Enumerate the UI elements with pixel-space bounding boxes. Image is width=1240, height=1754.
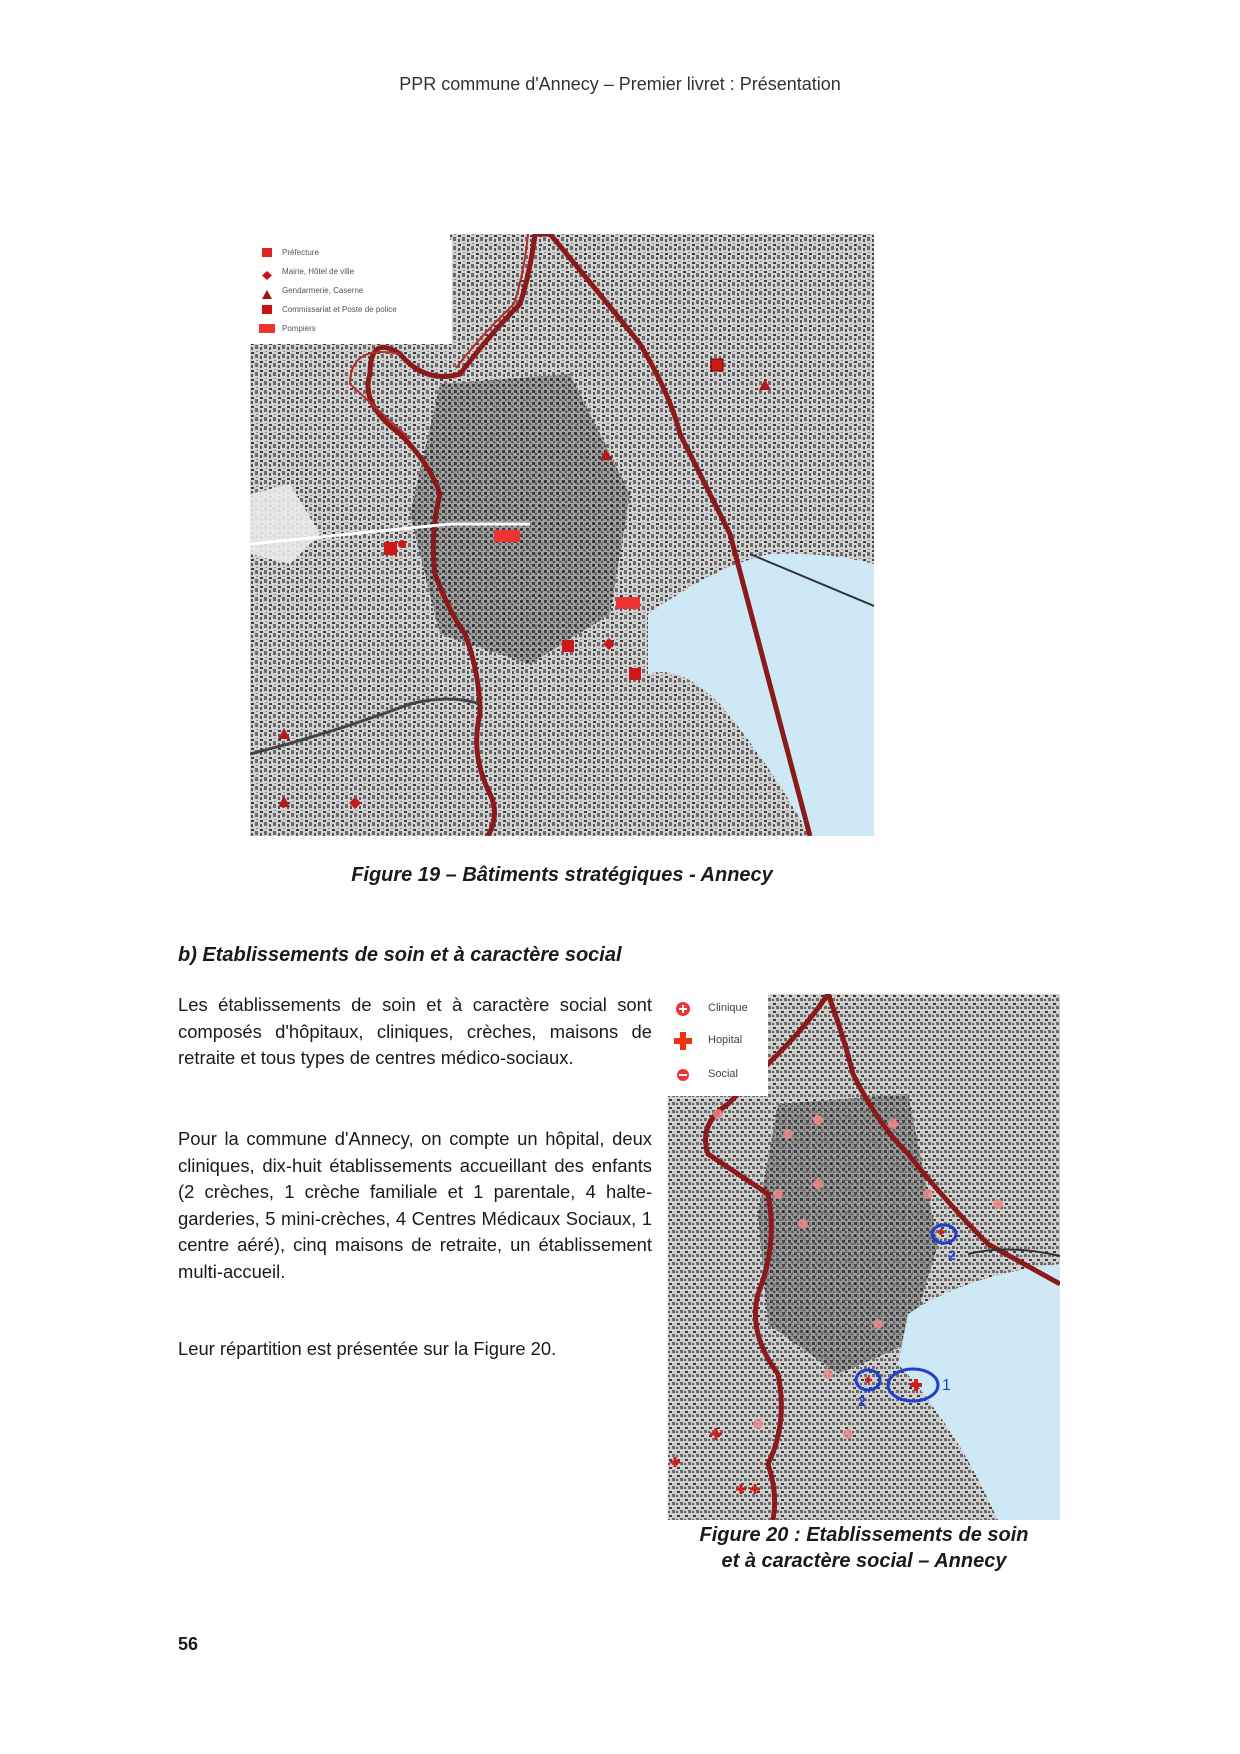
figure20-caption [668, 1522, 1060, 1574]
figure20-legend [668, 994, 768, 1096]
figure19-legend [256, 240, 452, 344]
town-hall-marker [398, 540, 406, 548]
social-marker [873, 1319, 883, 1329]
social-icon [672, 1064, 694, 1086]
police-marker [562, 640, 574, 652]
figure19-caption: Figure 19 – Bâtiments stratégiques - Annecy [351, 864, 773, 886]
police-marker [711, 359, 723, 371]
legend-item: Pompiers [282, 324, 316, 333]
legend-item: Social [708, 1068, 738, 1080]
social-marker [888, 1119, 898, 1129]
figure20-caption-line: et à caractère social – Annecy [721, 1550, 1007, 1572]
paragraph: Leur répartition est présentée sur la Figure 20. [178, 1338, 557, 1359]
police-station-icon [262, 305, 272, 314]
social-marker [798, 1219, 808, 1229]
social-marker [993, 1199, 1003, 1209]
social-marker [843, 1429, 853, 1439]
social-marker [823, 1369, 833, 1379]
page-number: 56 [178, 1634, 199, 1654]
prefecture-marker [494, 530, 520, 542]
gendarmerie-icon [262, 286, 272, 295]
legend-item: Mairie, Hôtel de ville [282, 267, 355, 276]
legend-item: Clinique [708, 1002, 748, 1014]
legend-item: Commissariat et Poste de police [282, 305, 397, 314]
social-marker [813, 1179, 823, 1189]
section-heading: b) Etablissements de soin et à caractère social [178, 944, 622, 966]
legend-item: Préfecture [282, 248, 319, 257]
map-marker-label: 1 [942, 1377, 951, 1394]
legend-item: Hopital [708, 1034, 743, 1046]
social-marker [813, 1115, 823, 1125]
police-marker [629, 668, 641, 680]
clinic-icon [672, 998, 694, 1020]
prefecture-icon [262, 248, 272, 257]
map-marker-label: 2 [948, 1247, 956, 1263]
social-marker [783, 1129, 793, 1139]
social-marker [923, 1189, 933, 1199]
town-hall-marker [384, 542, 397, 555]
map-marker-label: 2 [858, 1393, 866, 1409]
paragraph: Pour la commune d'Annecy, on compte un hôpital, deux cliniques, dix-huit établissements accueillant des enfants (2 crèches, 1 crèche familiale et 1 parentale, 4 halte-garderies, 5 mini-crèches, 4 Centres Médicaux Sociaux, 1 centre aéré), cinq maisons de retraite, un établissement multi-accueil. [178, 1128, 652, 1282]
hospital-icon [672, 1030, 694, 1052]
page-header: PPR commune d'Annecy – Premier livret : Présentation [399, 74, 841, 94]
town-hall-icon [262, 267, 272, 276]
social-marker [753, 1419, 763, 1429]
paragraph: Les établissements de soin et à caractère social sont composés d'hôpitaux, cliniques, crèches, maisons de retraite et tous types de centres médico-sociaux. [178, 994, 652, 1068]
legend-item: Gendarmerie, Caserne [282, 286, 364, 295]
social-marker [773, 1189, 783, 1199]
fire-station-marker [616, 597, 640, 609]
figure20-caption-line: Figure 20 : Etablissements de soin [699, 1524, 1029, 1546]
fire-station-icon [259, 324, 275, 333]
social-marker [713, 1109, 723, 1119]
